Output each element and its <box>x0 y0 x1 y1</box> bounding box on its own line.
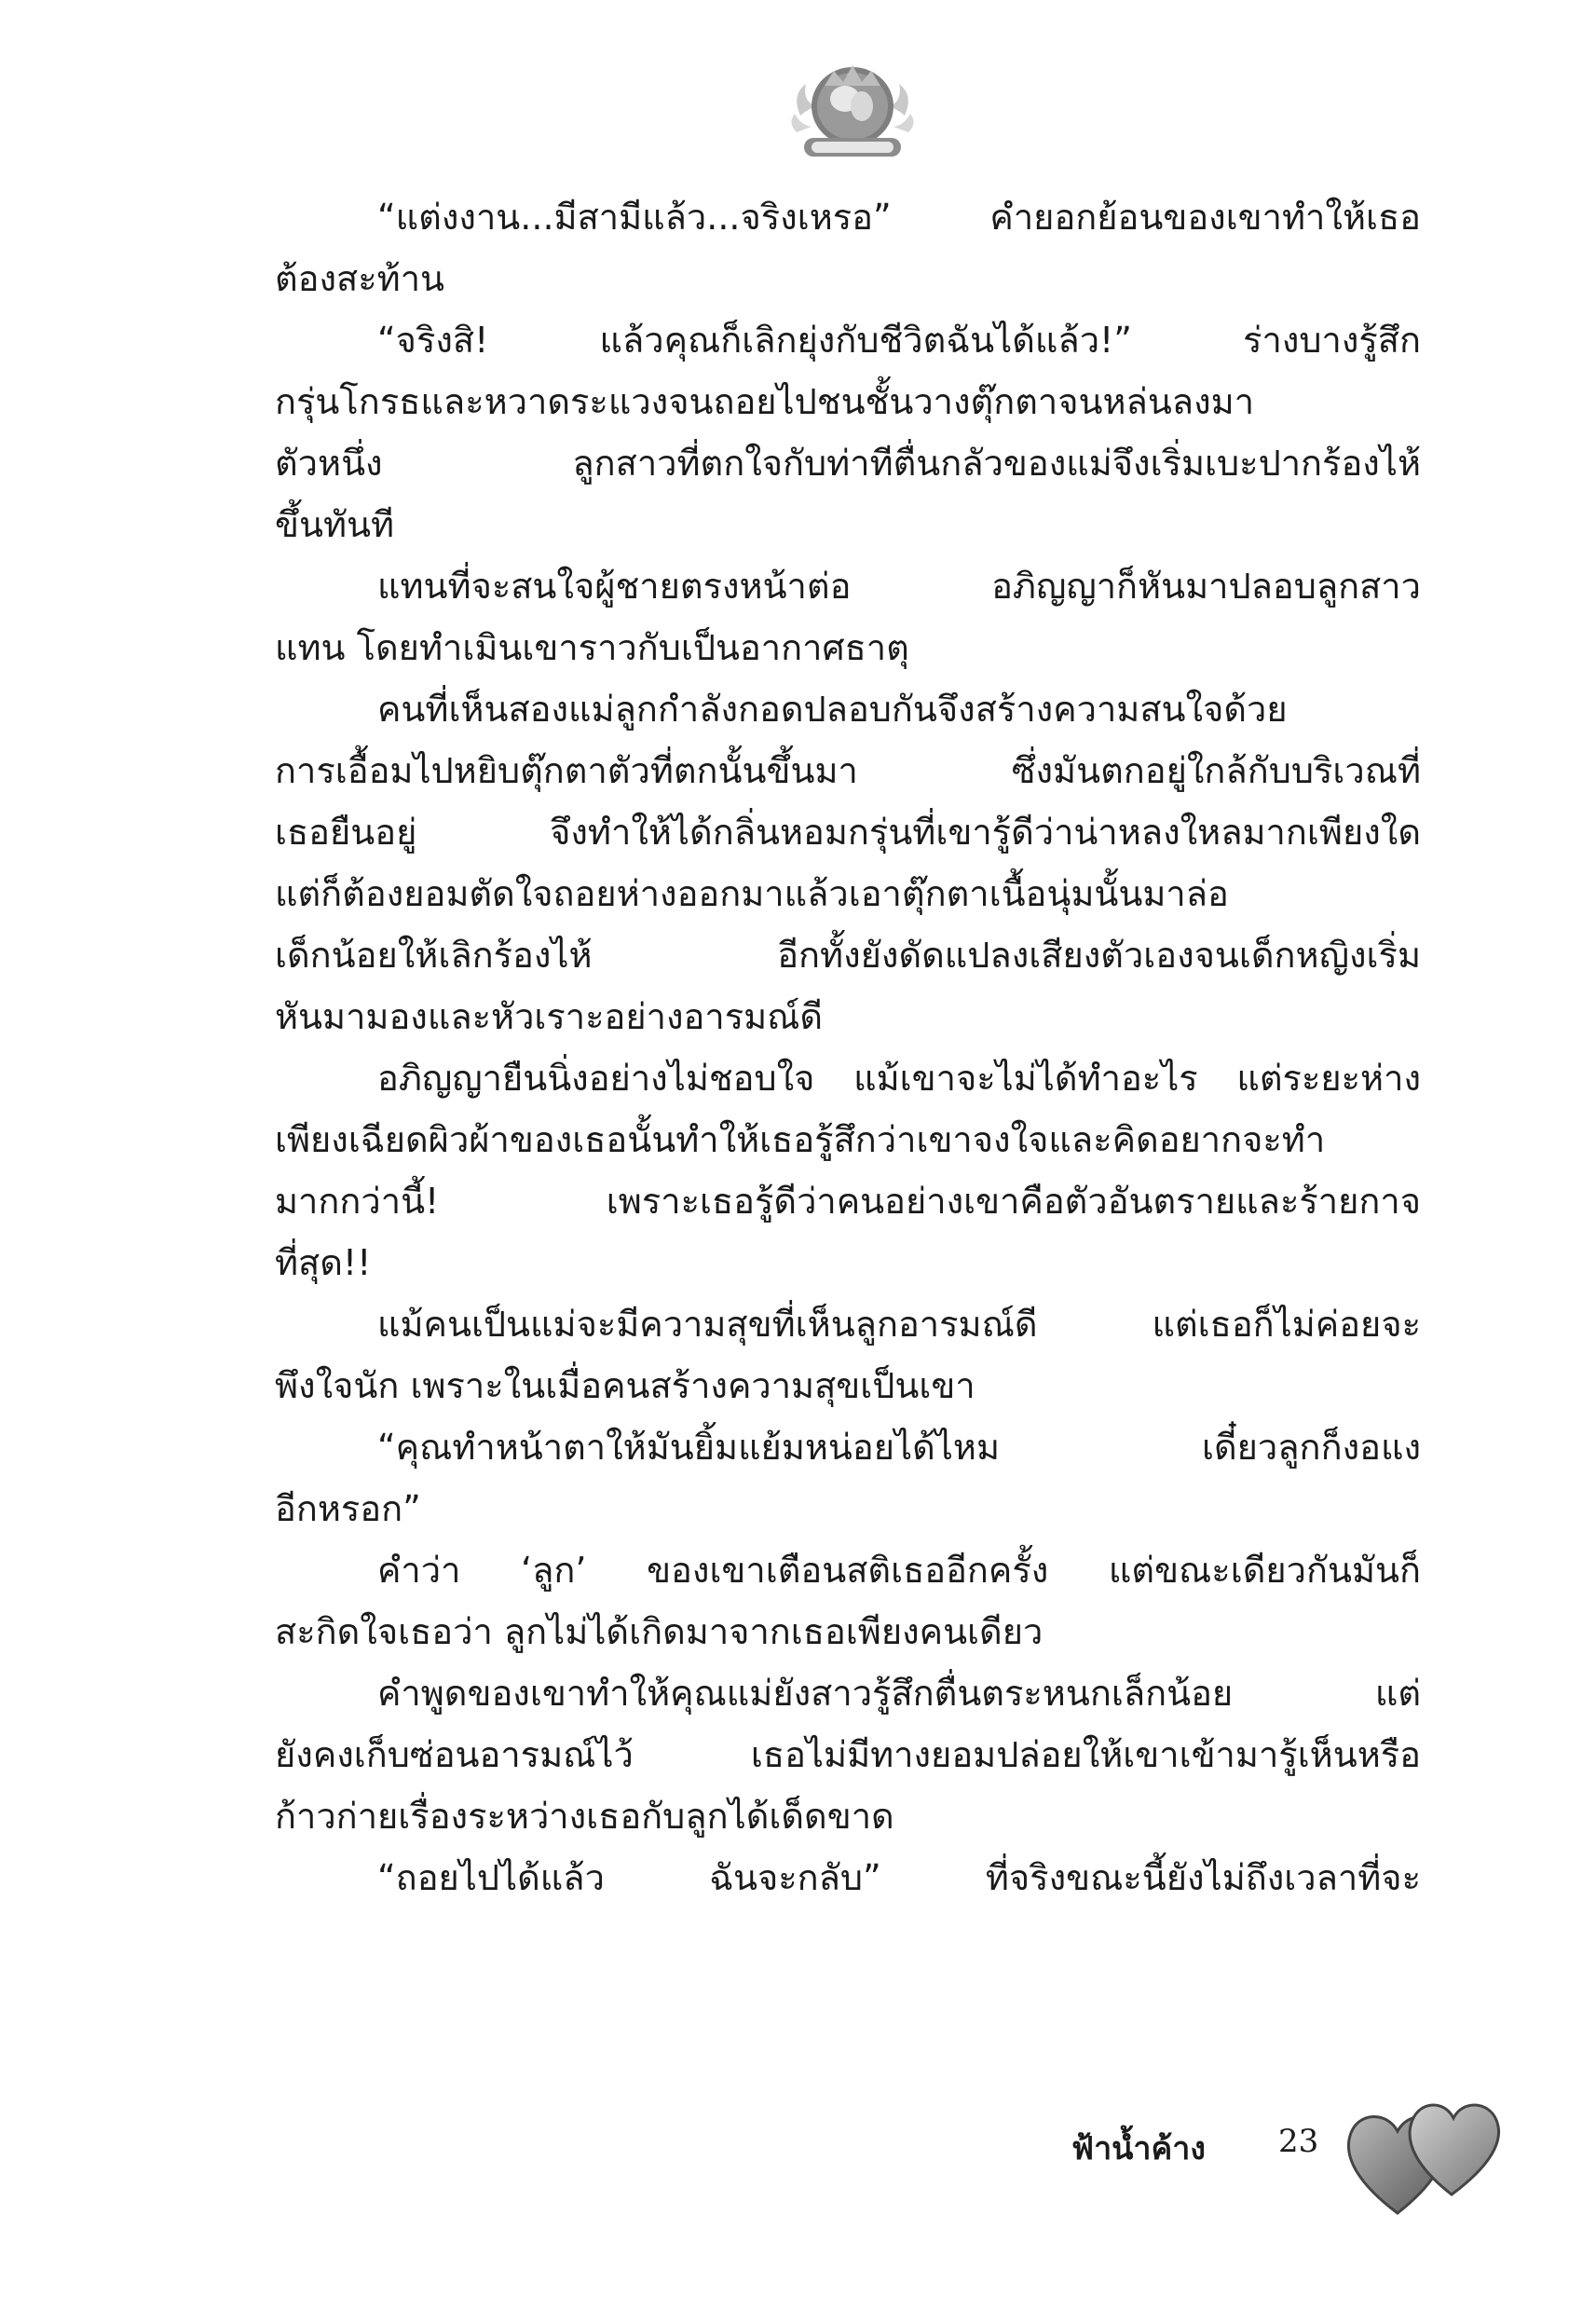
text-line: อีกหรอก” <box>275 1488 421 1529</box>
text-line: มากกว่านี้! เพราะเธอรู้ดีว่าคนอย่างเขาคือตัวอันตรายและร้ายกาจ <box>275 1181 1421 1222</box>
text-line: เธอยืนอยู่ จึงทำให้ได้กลิ่นหอมกรุ่นที่เขารู้ดีว่าน่าหลงใหลมากเพียงใด <box>275 812 1421 853</box>
text-line: แทน โดยทำเมินเขาราวกับเป็นอากาศธาตุ <box>275 627 909 668</box>
text-line: อภิญญายืนนิ่งอย่างไม่ชอบใจ แม้เขาจะไม่ได้ทำอะไร แต่ระยะห่าง <box>377 1058 1421 1099</box>
text-line: ขึ้นทันที <box>275 504 395 545</box>
text-line: ตัวหนึ่ง ลูกสาวที่ตกใจกับท่าทีตื่นกลัวของแม่จึงเริ่มเบะปากร้องไห้ <box>275 443 1421 484</box>
text-line: “คุณทำหน้าตาให้มันยิ้มแย้มหน่อยได้ไหม เดี๋ยวลูกก็งอแง <box>377 1427 1421 1468</box>
text-line: ก้าวก่ายเรื่องระหว่างเธอกับลูกได้เด็ดขาด <box>275 1796 894 1837</box>
book-logo-icon <box>787 58 918 166</box>
book-title: ฟ้าน้ำค้าง <box>1071 2130 1206 2167</box>
hearts-icon <box>1342 2064 1509 2222</box>
text-line: “แต่งงาน...มีสามีแล้ว...จริงเหรอ” คำยอกย้อนของเขาทำให้เธอ <box>377 197 1421 238</box>
text-line: แทนที่จะสนใจผู้ชายตรงหน้าต่อ อภิญญาก็หันมาปลอบลูกสาว <box>377 566 1421 607</box>
page-number: 23 <box>1278 2123 1319 2160</box>
text-line: “ถอยไปได้แล้ว ฉันจะกลับ” ที่จริงขณะนี้ยังไม่ถึงเวลาที่จะ <box>377 1857 1421 1898</box>
text-line: กรุ่นโกรธและหวาดระแวงจนถอยไปชนชั้นวางตุ๊กตาจนหล่นลงมา <box>275 381 1255 422</box>
text-line: คนที่เห็นสองแม่ลูกกำลังกอดปลอบกันจึงสร้างความสนใจด้วย <box>377 689 1288 730</box>
text-line: “จริงสิ! แล้วคุณก็เลิกยุ่งกับชีวิตฉันได้แล้ว!” ร่างบางรู้สึก <box>377 320 1421 361</box>
text-line: ต้องสะท้าน <box>275 258 445 299</box>
text-line: เด็กน้อยให้เลิกร้องไห้ อีกทั้งยังดัดแปลงเสียงตัวเองจนเด็กหญิงเริ่ม <box>275 935 1421 976</box>
text-line: ยังคงเก็บซ่อนอารมณ์ไว้ เธอไม่มีทางยอมปล่อยให้เขาเข้ามารู้เห็นหรือ <box>275 1734 1421 1775</box>
text-line: แม้คนเป็นแม่จะมีความสุขที่เห็นลูกอารมณ์ดี แต่เธอก็ไม่ค่อยจะ <box>377 1304 1421 1345</box>
text-line: เพียงเฉียดผิวผ้าของเธอนั้นทำให้เธอรู้สึกว่าเขาจงใจและคิดอยากจะทำ <box>275 1119 1326 1160</box>
text-line: พึงใจนัก เพราะในเมื่อคนสร้างความสุขเป็นเขา <box>275 1365 975 1406</box>
text-line: คำว่า ‘ลูก’ ของเขาเตือนสติเธออีกครั้ง แต่ขณะเดียวกันมันก็ <box>377 1550 1421 1591</box>
text-line: แต่ก็ต้องยอมตัดใจถอยห่างออกมาแล้วเอาตุ๊กตาเนื้อนุ่มนั้นมาล่อ <box>275 873 1229 914</box>
body-text <box>275 186 1421 1908</box>
text-line: หันมามองและหัวเราะอย่างอารมณ์ดี <box>275 996 824 1037</box>
text-line: สะกิดใจเธอว่า ลูกไม่ได้เกิดมาจากเธอเพียงคนเดียว <box>275 1611 1044 1652</box>
text-line: การเอื้อมไปหยิบตุ๊กตาตัวที่ตกนั้นขึ้นมา ซึ่งมันตกอยู่ใกล้กับบริเวณที่ <box>275 750 1421 791</box>
text-line: ที่สุด!! <box>275 1242 372 1283</box>
text-line: คำพูดของเขาทำให้คุณแม่ยังสาวรู้สึกตื่นตระหนกเล็กน้อย แต่ <box>377 1673 1421 1714</box>
